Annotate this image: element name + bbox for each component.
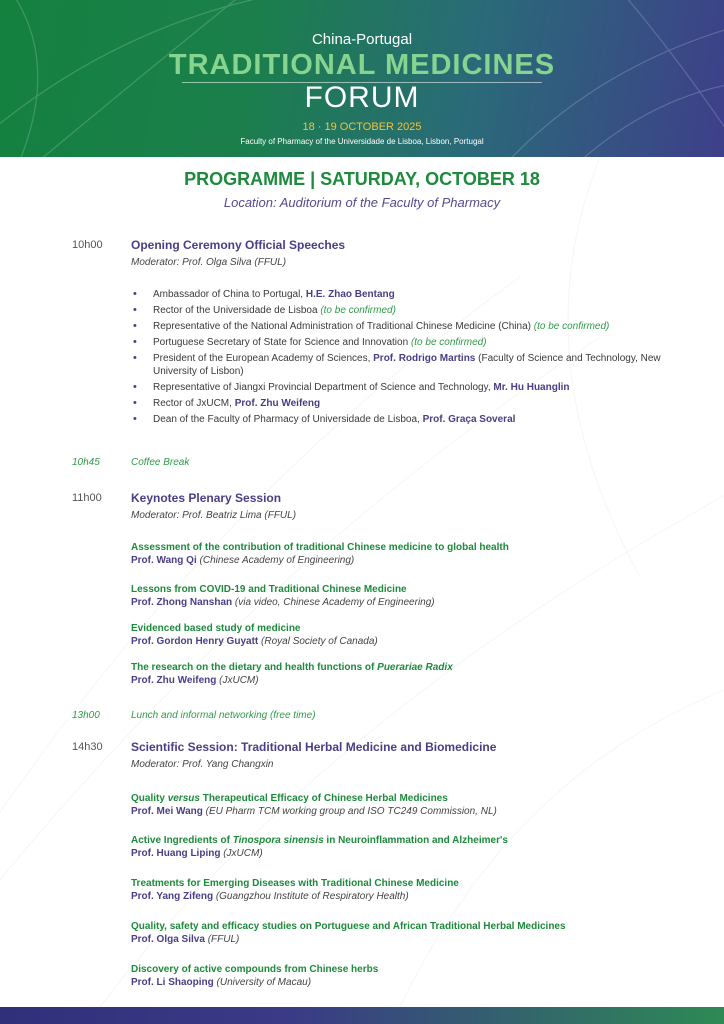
list-item: • Rector of the Universidade de Lisboa (to be confirmed) xyxy=(131,304,691,317)
opening-speaker-list xyxy=(131,288,691,429)
talk-item xyxy=(131,661,691,687)
keynotes-time: 11h00 xyxy=(72,492,102,504)
list-item: • Dean of the Faculty of Pharmacy of Universidade de Lisboa, Prof. Graça Soveral xyxy=(131,413,691,426)
opening-title: Opening Ceremony Official Speeches xyxy=(131,238,346,252)
talk-item xyxy=(131,622,691,648)
header-banner xyxy=(0,0,724,157)
talk-item xyxy=(131,792,691,818)
forum-subtitle: China-Portugal xyxy=(311,31,413,48)
talk-item xyxy=(131,963,691,989)
scientific-time: 14h30 xyxy=(72,741,103,753)
talk-speaker: Prof. Yang Zifeng (Guangzhou Institute of Respiratory Health) xyxy=(131,891,409,902)
footer-bar xyxy=(0,1007,724,1024)
programme-location: Location: Auditorium of the Faculty of Pharmacy xyxy=(223,195,501,210)
talk-item xyxy=(131,920,691,946)
list-item: • Ambassador of China to Portugal, H.E. Zhao Bentang xyxy=(131,288,691,301)
coffee-time: 10h45 xyxy=(72,457,100,468)
talk-speaker: Prof. Li Shaoping (University of Macau) xyxy=(131,977,312,988)
talk-item xyxy=(131,583,691,609)
talk-title: Lessons from COVID-19 and Traditional Chinese Medicine xyxy=(131,584,407,595)
list-item: • Portuguese Secretary of State for Science and Innovation (to be confirmed) xyxy=(131,336,691,349)
keynotes-moderator: Moderator: Prof. Beatriz Lima (FFUL) xyxy=(131,510,297,521)
forum-dates: 18 · 19 OCTOBER 2025 xyxy=(302,121,422,133)
keynotes-title: Keynotes Plenary Session xyxy=(131,491,282,505)
talk-speaker: Prof. Wang Qi (Chinese Academy of Engineering) xyxy=(131,555,355,566)
talk-title: Quality versus Therapeutical Efficacy of Chinese Herbal Medicines xyxy=(131,793,448,804)
talk-title: Evidenced based study of medicine xyxy=(131,623,301,634)
talk-item xyxy=(131,541,691,567)
programme-title: PROGRAMME | SATURDAY, OCTOBER 18 xyxy=(184,169,540,189)
talk-title: Active Ingredients of Tinospora sinensis in Neuroinflammation and Alzheimer's xyxy=(131,835,508,846)
opening-time: 10h00 xyxy=(72,239,103,251)
talk-title: The research on the dietary and health functions of Puerariae Radix xyxy=(131,662,453,673)
talk-speaker: Prof. Olga Silva (FFUL) xyxy=(131,934,240,945)
talk-speaker: Prof. Gordon Henry Guyatt (Royal Society of Canada) xyxy=(131,636,378,647)
forum-label: FORUM xyxy=(304,81,420,114)
talk-item xyxy=(131,834,691,860)
lunch-label: Lunch and informal networking (free time) xyxy=(131,710,316,721)
talk-speaker: Prof. Huang Liping (JxUCM) xyxy=(131,848,263,859)
lunch-time: 13h00 xyxy=(72,710,100,721)
list-item: • Rector of JxUCM, Prof. Zhu Weifeng xyxy=(131,397,691,410)
list-item: • Representative of the National Administration of Traditional Chinese Medicine (China) (to be confirmed) xyxy=(131,320,691,333)
talk-title: Treatments for Emerging Diseases with Traditional Chinese Medicine xyxy=(131,878,459,889)
forum-venue: Faculty of Pharmacy of the Universidade de Lisboa, Lisbon, Portugal xyxy=(240,137,484,146)
talk-title: Quality, safety and efficacy studies on Portuguese and African Traditional Herbal Medicines xyxy=(131,921,566,932)
talk-title: Discovery of active compounds from Chinese herbs xyxy=(131,964,379,975)
talk-title: Assessment of the contribution of traditional Chinese medicine to global health xyxy=(131,542,509,553)
talk-speaker: Prof. Zhong Nanshan (via video, Chinese Academy of Engineering) xyxy=(131,597,435,608)
talk-speaker: Prof. Zhu Weifeng (JxUCM) xyxy=(131,675,259,686)
forum-title: TRADITIONAL MEDICINES xyxy=(168,49,556,81)
scientific-title: Scientific Session: Traditional Herbal Medicine and Biomedicine xyxy=(131,740,497,754)
talk-speaker: Prof. Mei Wang (EU Pharm TCM working group and ISO TC249 Commission, NL) xyxy=(131,806,497,817)
talk-item xyxy=(131,877,691,903)
coffee-label: Coffee Break xyxy=(131,457,190,468)
opening-moderator: Moderator: Prof. Olga Silva (FFUL) xyxy=(131,257,287,268)
scientific-moderator: Moderator: Prof. Yang Changxin xyxy=(131,759,274,770)
list-item: • Representative of Jiangxi Provincial Department of Science and Technology, Mr. Hu Huanglin xyxy=(131,381,691,394)
list-item: • President of the European Academy of Sciences, Prof. Rodrigo Martins (Faculty of Science and Technology, New University of Lisbon) xyxy=(131,352,691,378)
